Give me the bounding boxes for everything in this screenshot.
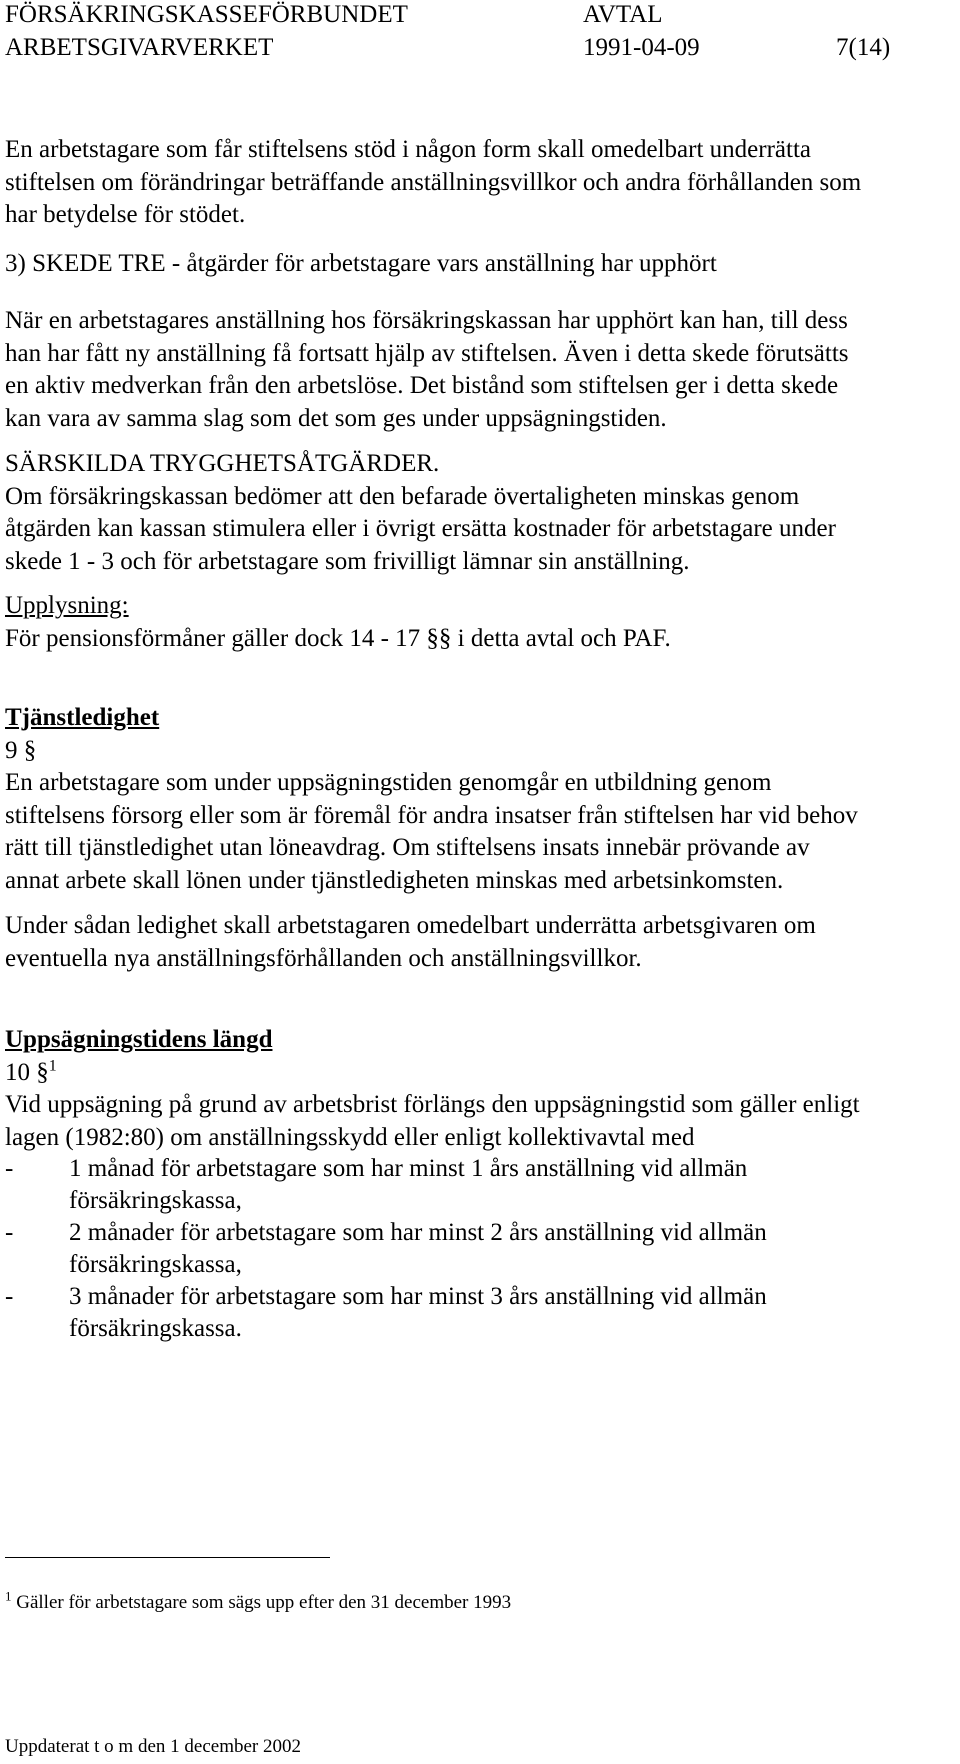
notice-period-section [5,1024,950,1154]
text-line: En arbetstagare som under uppsägningstiden genomgår en utbildning genom [5,769,772,796]
text-line: Under sådan ledighet skall arbetstagaren omedelbart underrätta arbetsgivaren om [5,912,816,939]
text-line: lagen (1982:80) om anställningsskydd eller enligt kollektivavtal med [5,1123,695,1151]
doc-date: 1991-04-09 [583,34,700,61]
text-line: Vid uppsägning på grund av arbetsbrist förlängs den uppsägningstid som gäller enligt [5,1091,860,1118]
notice-section-number: 10 §$^1$ [5,1057,57,1086]
text-line: stiftelsen om förändringar beträffande anställningsvillkor och andra förhållanden som [5,168,862,196]
footnote-mark: 1 [5,1588,12,1604]
special-measures-heading: SÄRSKILDA TRYGGHETSÅTGÄRDER. [5,450,440,477]
text-line: annat arbete skall lönen under tjänstledigheten minskas med arbetsinkomsten. [5,866,784,894]
doc-type: AVTAL [583,1,663,28]
leave-section [5,702,950,897]
text-line: En arbetstagare som får stiftelsens stöd i någon form skall omedelbart underrätta [5,136,811,163]
page-number: 7(14) [836,34,891,61]
text-line: 2 månader för arbetstagare som har minst 2 års anställning vid allmän [69,1219,767,1246]
paragraph-stage-three [5,305,950,435]
text-line: försäkringskassa, [69,1187,242,1214]
text-line: försäkringskassa, [69,1251,242,1278]
list-bullet: - [5,1283,14,1310]
notice-extension-list [5,1153,945,1345]
text-line: Om försäkringskassan bedömer att den befarade övertaligheten minskas genom [5,482,800,510]
org-name-1: FÖRSÄKRINGSKASSEFÖRBUNDET [5,1,408,28]
special-measures-section [5,448,950,578]
text-line: kan vara av samma slag som det som ges under uppsägningstiden. [5,404,667,432]
note-label: Upplysning: [5,592,129,619]
text-line: När en arbetstagares anställning hos försäkringskassan har upphört kan han, till dess [5,307,848,334]
text-line: har betydelse för stödet. [5,201,246,228]
footnote-reference: 1 [48,1057,57,1075]
leave-section-number: 9 § [5,736,37,764]
note-section [5,590,950,655]
org-name-2: ARBETSGIVARVERKET [5,34,274,61]
text-line: stiftelsens försorg eller som är föremål för andra insatser från stiftelsen har vid behov [5,801,858,829]
notice-period-heading: Uppsägningstidens längd [5,1026,273,1053]
text-line: en aktiv medverkan från den arbetslöse. Det bistånd som stiftelsen ger i detta skede [5,372,839,399]
text-line: 1 månad för arbetstagare som har minst 1 års anställning vid allmän [69,1155,748,1182]
footnote-text: Gäller för arbetstagare som sägs upp efter den 31 december 1993 [11,1592,512,1613]
note-text: För pensionsförmåner gäller dock 14 - 17 §§ i detta avtal och PAF. [5,624,671,652]
stage-three-heading: 3) SKEDE TRE - åtgärder för arbetstagare vars anställning har upphört [5,250,717,277]
text-line: försäkringskassa. [69,1315,242,1342]
text-line: åtgärden kan kassan stimulera eller i övrigt ersätta kostnader för arbetstagare under [5,515,836,542]
paragraph-leave-notice [5,910,950,975]
text-line: rätt till tjänstledighet utan löneavdrag. Om stiftelsens insats innebär prövande av [5,834,810,861]
footnote-divider [5,1557,330,1558]
text-line: eventuella nya anställningsförhållanden och anställningsvillkor. [5,944,642,972]
footnote [5,1588,511,1618]
list-bullet: - [5,1219,14,1246]
footer-updated: Uppdaterat t o m den 1 december 2002 [5,1736,301,1757]
list-item [5,1281,945,1345]
paragraph-support-notice [5,134,950,232]
list-item [5,1217,945,1281]
list-bullet: - [5,1155,14,1182]
text-line: han har fått ny anställning få fortsatt hjälp av stiftelsen. Även i detta skede förutsätts [5,339,849,367]
text-line: skede 1 - 3 och för arbetstagare som frivilligt lämnar sin anställning. [5,547,690,575]
list-item [5,1153,945,1217]
text-line: 3 månader för arbetstagare som har minst 3 års anställning vid allmän [69,1283,767,1310]
leave-heading: Tjänstledighet [5,704,160,731]
